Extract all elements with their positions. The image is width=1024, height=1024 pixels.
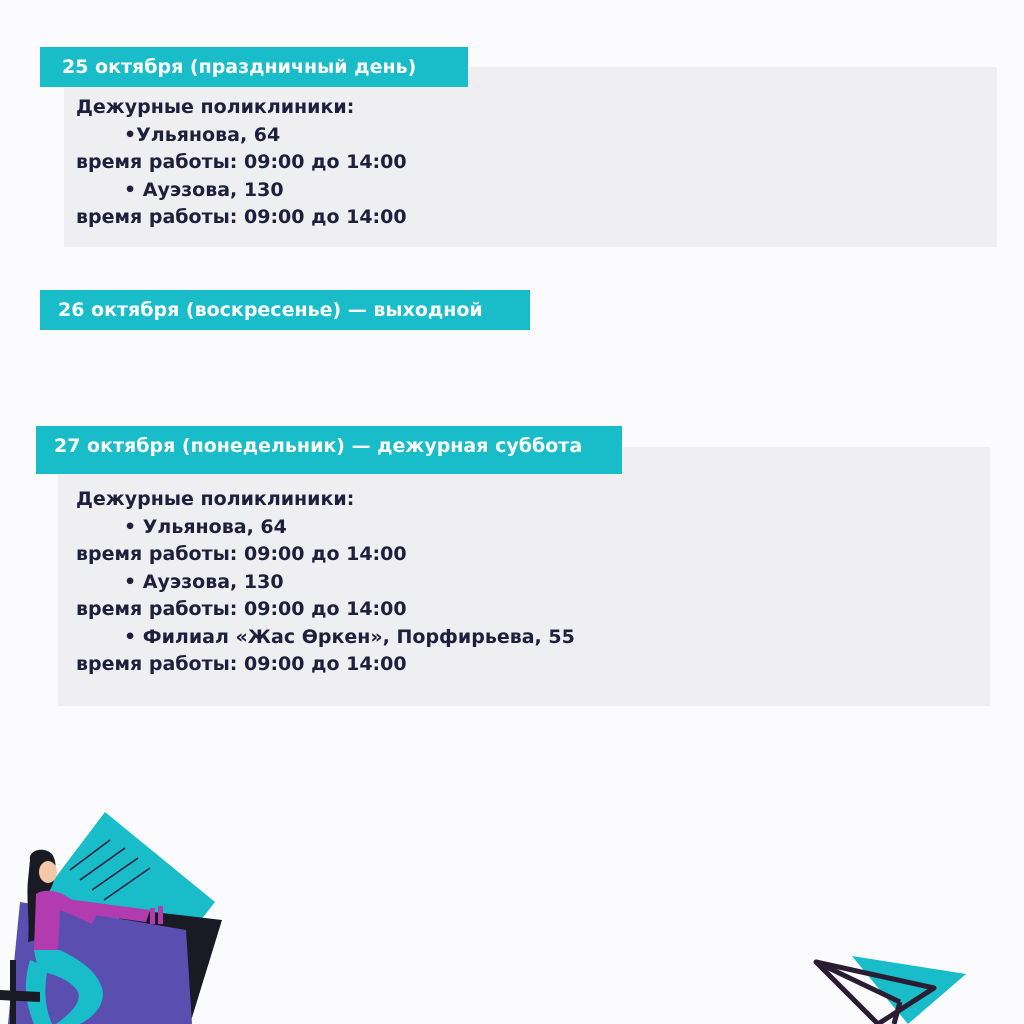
section-27-address-2: • Ауэзова, 130 bbox=[124, 570, 284, 593]
section-25-hours-1: время работы: 09:00 до 14:00 bbox=[76, 151, 407, 173]
section-25-date-tag: 25 октября (праздничный день) bbox=[40, 47, 468, 87]
section-25-content bbox=[76, 94, 407, 232]
section-27-address-3: • Филиал «Жас Өркен», Порфирьева, 55 bbox=[124, 625, 575, 648]
woman-at-desk-illustration bbox=[0, 810, 230, 1024]
section-25-address-1: •Ульянова, 64 bbox=[124, 123, 281, 146]
section-27-heading: Дежурные поликлиники: bbox=[76, 488, 355, 510]
section-27-address-1: • Ульянова, 64 bbox=[124, 515, 287, 538]
section-27-hours-3: время работы: 09:00 до 14:00 bbox=[76, 653, 407, 675]
section-25-heading: Дежурные поликлиники: bbox=[76, 96, 355, 118]
section-27-date-tag: 27 октября (понедельник) — дежурная суббота bbox=[36, 426, 622, 474]
section-27-content bbox=[76, 486, 575, 679]
section-25-address-2: • Ауэзова, 130 bbox=[124, 178, 284, 201]
section-27-hours-1: время работы: 09:00 до 14:00 bbox=[76, 543, 407, 565]
paper-plane-illustration bbox=[810, 950, 970, 1024]
section-26-date-tag: 26 октября (воскресенье) — выходной bbox=[40, 290, 530, 330]
section-27-hours-2: время работы: 09:00 до 14:00 bbox=[76, 598, 407, 620]
section-25-hours-2: время работы: 09:00 до 14:00 bbox=[76, 206, 407, 228]
